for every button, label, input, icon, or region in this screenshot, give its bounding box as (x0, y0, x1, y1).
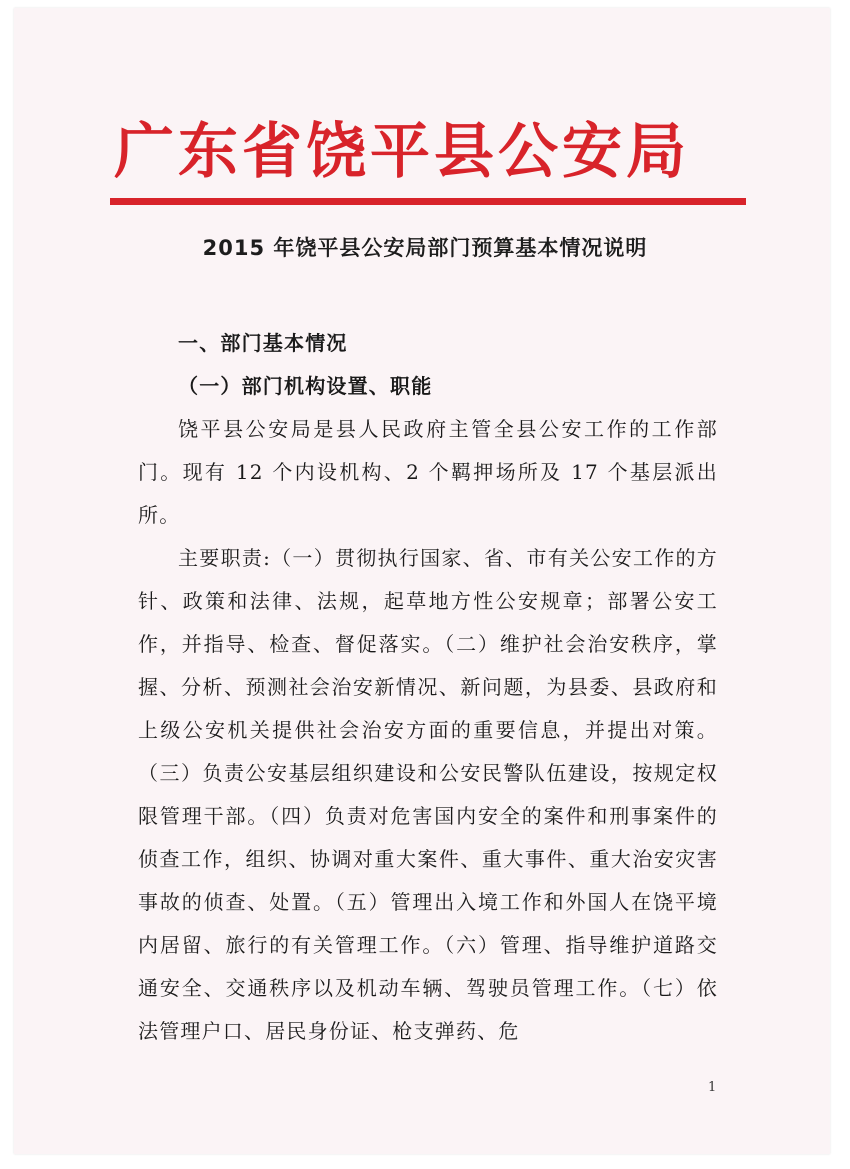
document-title: 2015 年饶平县公安局部门预算基本情况说明 (202, 236, 648, 260)
section-heading: 一、部门基本情况 (178, 331, 348, 355)
document-body (138, 322, 718, 1053)
page-number: 1 (708, 1080, 717, 1095)
letterhead-red-divider (110, 198, 746, 205)
subsection-heading: （一）部门机构设置、职能 (178, 374, 433, 398)
paragraph-duties: 主要职责:（一）贯彻执行国家、省、市有关公安工作的方针、政策和法律、法规，起草地方性公安规章；部署公安工作，并指导、检查、督促落实。（二）维护社会治安秩序，掌握、分析、预测社会治安新情况、新问题，为县委、县政府和上级公安机关提供社会治安方面的重要信息，并提出对策。（三）负责公安基层组织建设和公安民警队伍建设，按规定权限管理干部。（四）负责对危害国内安全的案件和刑事案件的侦查工作，组织、协调对重大案件、重大事件、重大治安灾害事故的侦查、处置。（五）管理出入境工作和外国人在饶平境内居留、旅行的有关管理工作。（六）管理、指导维护道路交通安全、交通秩序以及机动车辆、驾驶员管理工作。（七）依法管理户口、居民身份证、枪支弹药、危 (138, 546, 718, 1043)
paragraph-overview: 饶平县公安局是县人民政府主管全县公安工作的工作部门。现有 12 个内设机构、2 个羁押场所及 17 个基层派出所。 (138, 417, 718, 527)
letterhead-title: 广东省饶平县公安局 (114, 117, 690, 187)
